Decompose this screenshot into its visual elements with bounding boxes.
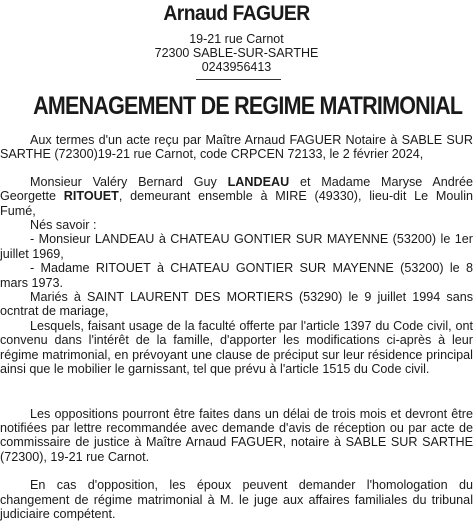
header-divider — [196, 79, 281, 80]
parties-text-mid: et Madame Maryse Andrée Georgette — [0, 174, 473, 204]
paragraph-homologation: En cas d'opposition, les époux peuvent demander l'homologation du changement de régime matrimonial à M. le juge aux affaires familiales du tribunal judiciaire compétent. — [0, 478, 473, 521]
parties-text-pre: Monsieur Valéry Bernard Guy — [30, 174, 228, 189]
notice-title: AMENAGEMENT DE REGIME MATRIMONIAL — [33, 92, 463, 120]
notary-address-city: 72300 SABLE-SUR-SARTHE — [154, 46, 319, 60]
spouse-surname-2: RITOUET — [63, 189, 119, 204]
paragraph-born: Nés savoir : — [30, 218, 97, 233]
paragraph-modification: Lesquels, faisant usage de la faculté offerte par l'article 1397 du Code civil, ont convenu dans l'intérêt de la famille, d'apporter les modifications ci-après à leur régime matrimonial, en prévoyant une clause de préciput sur leur résidence principal ainsi que le mobilier le garnissant, tel que prévu à l'article 1515 du Code civil. — [0, 318, 473, 377]
notary-name: Arnaud FAGUER — [163, 2, 310, 25]
paragraph-parties — [0, 175, 473, 218]
paragraph-birth-wife: - Madame RITOUET à CHATEAU GONTIER SUR MAYENNE (53200) le 8 mars 1973. — [0, 261, 473, 290]
paragraph-deed: Aux termes d'un acte reçu par Maître Arnaud FAGUER Notaire à SABLE SUR SARTHE (72300)19-21 rue Carnot, code CRPCEN 72133, le 2 février 2024, — [0, 133, 473, 162]
spouse-surname-1: LANDEAU — [227, 174, 290, 189]
paragraph-oppositions: Les oppositions pourront être faites dans un délai de trois mois et devront être notifiées par lettre recommandée avec demande d'avis de réception ou par acte de commissaire de justice à Maître Arnaud FAGUER, notaire à SABLE SUR SARTHE (72300), 19-21 rue Carnot. — [0, 406, 473, 464]
parties-text-post: , demeurant ensemble à MIRE (49330), lieu-dit Le Moulin Fumé, — [0, 189, 473, 218]
notary-address-street: 19-21 rue Carnot — [189, 32, 284, 46]
paragraph-birth-husband: - Monsieur LANDEAU à CHATEAU GONTIER SUR MAYENNE (53200) le 1er juillet 1969, — [0, 232, 473, 261]
paragraph-marriage: Mariés à SAINT LAURENT DES MORTIERS (53290) le 9 juillet 1994 sans ocntrat de mariage, — [0, 290, 473, 319]
notary-phone: 0243956413 — [201, 60, 272, 74]
notice-body — [0, 133, 473, 521]
